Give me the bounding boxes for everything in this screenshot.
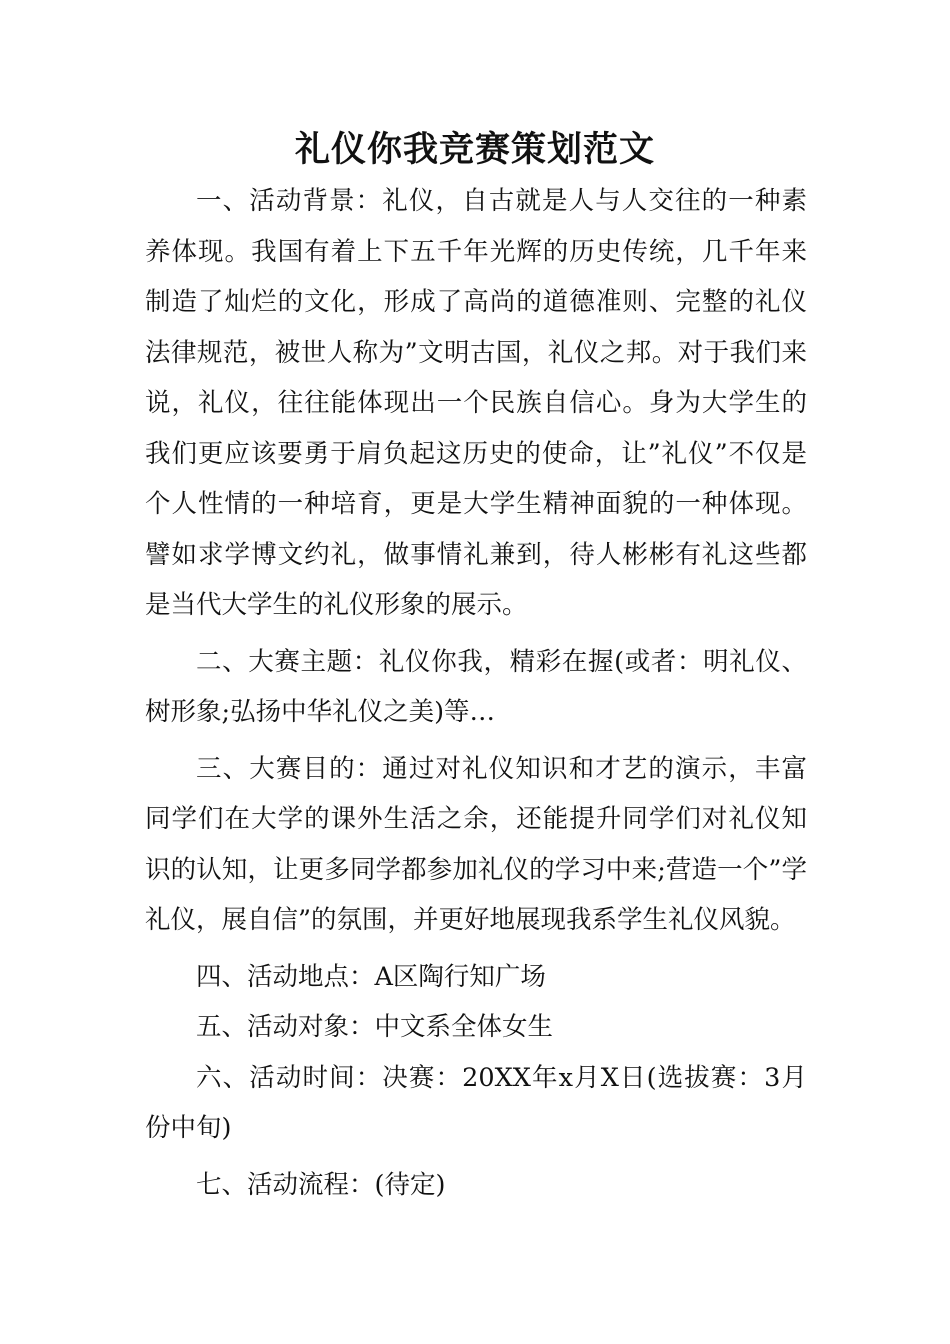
paragraph-audience: 五、活动对象：中文系全体女生 bbox=[196, 1012, 554, 1042]
paragraph-background: 一、活动背景：礼仪，自古就是人与人交往的一种素养体现。我国有着上下五千年光辉的历史传统，几千年来制造了灿烂的文化，形成了高尚的道德准则、完整的礼仪法律规范，被世人称为”文明古国，礼仪之邦。对于我们来说，礼仪，往往能体现出一个民族自信心。身为大学生的我们更应该要勇于肩负起这历史的使命，让”礼仪”不仅是个人性情的一种培育，更是大学生精神面貌的一种体现。譬如求学博文约礼，做事情礼兼到，待人彬彬有礼这些都是当代大学生的礼仪形象的展示。 bbox=[145, 186, 807, 620]
paragraph-theme: 二、大赛主题：礼仪你我，精彩在握(或者：明礼仪、树形象;弘扬中华礼仪之美)等… bbox=[145, 646, 807, 727]
document-title: 礼仪你我竞赛策划范文 bbox=[294, 129, 655, 170]
paragraph-purpose: 三、大赛目的：通过对礼仪知识和才艺的演示，丰富同学们在大学的课外生活之余，还能提升同学们对礼仪知识的认知，让更多同学都参加礼仪的学习中来;营造一个”学礼仪，展自信”的氛围，并更好地展现我系学生礼仪风貌。 bbox=[145, 753, 807, 935]
paragraph-location: 四、活动地点：A区陶行知广场 bbox=[196, 961, 546, 992]
paragraph-time: 六、活动时间：决赛：20XX年x月X日(选拔赛：3月份中旬) bbox=[145, 1062, 807, 1143]
paragraph-process: 七、活动流程：(待定) bbox=[196, 1169, 446, 1200]
document-body bbox=[145, 176, 807, 1210]
